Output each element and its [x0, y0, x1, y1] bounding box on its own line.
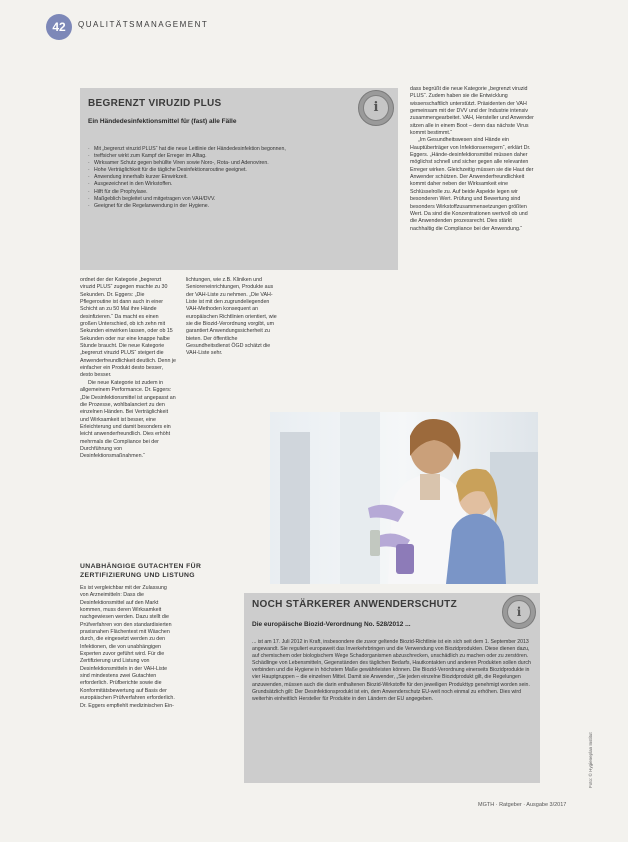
list-item: · Hohe Verträglichkeit für die tägliche Desinfektionsroutine geeignet.: [88, 167, 388, 174]
list-item: · Geeignet für die Regelanwendung in der Hygiene.: [88, 203, 388, 210]
info-icon: i: [358, 90, 394, 126]
box-body-text: ... ist am 17. Juli 2012 in Kraft, insbesondere die zuvor geltende Biozid-Richtlinie ist ein sich seit dem 1. September 2013 angewandt. Sie reguliert europaweit das Inverkehrbringen und die Verwendung von Biozidprodukten. Diese dienen dazu, auf chemischem oder biologischem Wege Schadorganismen abzuschrecken, unschädlich zu machen oder zu zerstören. Schädlinge von Lebensmitteln, Gegenständen des täglichen Bedarfs, Hautkontakten und anderen Produkten sollen durch verbinden und die Hygiene in höchstem Maße gewährleisten können. Die Biozid-Verordnung einerseits Biozidprodukte in vier Hauptgruppen – die einzelnen Mittel. Damit sie Anwender, „Sie jeden einzelne Biozidprodukt gilt, die Regelungen anzuwenden, müssen auch die darin enthaltenen Biozid-Wirkstoffe für den jeweiligen Produkttyp genehmigt worden sein. Grundsätzlich gilt: Der Desinfektionsprodukt ist ein, dem Anwenderschutz EU-weit noch einmal zu erhöhen. Dies wird weiterhin einheitlich Hersteller für Produkte in den Ländern der EU angegeben.: [252, 639, 531, 702]
paragraph: „Im Gesundheitswesen sind Hände ein Hauptüberträger von Infektionserregern“, erklärt Dr. Eggers. „Hände-desinfektionsmittel müssen daher möglichst schnell und sicher gegen alle relevanten Erreger wirken. Gleichzeitig müssen sie die Haut der Anwender schützen. Der Anwenderfreundlichkeit kommt daher neben der Wirksamkeit eine Schlüsselrolle zu. Auf beide Aspekte legen wir besonderen Wert. Prüfung und Bewertung sind besonders Wirkstoffzusammensetzungen größten Wert. Da sind die Konzentrationen wertvoll ob und die Anwendenden prozessrecht. Dies stärkt nachhaltig die Compliance bei der Anwendung.“: [410, 137, 534, 232]
photo-illustration: [270, 412, 538, 584]
list-item: · Ausgezeichnet in den Wirkstoffen.: [88, 181, 388, 188]
body-column-1-lower: [80, 585, 176, 710]
info-box-viruzid-plus: [80, 88, 398, 270]
box-subtitle: Die europäische Biozid-Verordnung No. 528/2012 ...: [252, 621, 411, 628]
list-item: · Hilft für die Prophylaxe.: [88, 189, 388, 196]
paragraph: dass begrüßt die neue Kategorie „begrenzt viruzid PLUS“. Zudem haben sie die Entwicklung wissenschaftlich unterstützt. Präsidenten der VAH gemeinsam mit der DVV und der Industrie intensiv zusammengearbeitet. VAH, Hersteller und Anwender sitzen alle in einem Boot – denn das nächste Virus kommt bestimmt.“: [410, 86, 534, 137]
info-icon: i: [502, 595, 536, 629]
list-item: · treffsicher wirkt zum Kampf der Erreger im Alltag.: [88, 153, 388, 160]
box-title: BEGRENZT VIRUZID PLUS: [88, 98, 222, 109]
list-item: · Mit „begrenzt viruzid PLUS“ hat die neue Leitlinie der Händedesinfektion begonnen,: [88, 146, 388, 153]
feature-list: [88, 146, 388, 210]
page-footer: MGTH · Ratgeber · Ausgabe 3/2017: [478, 802, 567, 808]
page-number-badge: 42: [46, 14, 72, 40]
photo-lab-workers: [270, 412, 538, 584]
list-item: · Anwendung innerhalb kurzer Einwirkzeit.: [88, 174, 388, 181]
subheading-gutachten: UNABHÄNGIGE GUTACHTEN FÜR ZERTIFIZIERUNG UND LISTUNG: [80, 563, 202, 579]
list-item: · Maßgeblich begleitet und mitgetragen von VAH/DVV.: [88, 196, 388, 203]
paragraph: lichtungen, wie z.B. Kliniken und Senioreneinrichtungen, Produkte aus der VAH-Liste zu nehmen. „Die VAH-Liste ist mit den zugrundeliegenden VAH-Methoden konsequent an europäischen Richtlinien orientiert, wie sie die Biozid-Verordnung vorgibt, um garantiert Anwendungssicherheit zu bieten. Der öffentliche Gesundheitsdienst ÖGD schätzt die VAH-Liste sehr.: [186, 277, 277, 357]
body-column-2: [186, 277, 282, 358]
list-item: · Wirksamer Schutz gegen behüllte Viren sowie Noro-, Rota- und Adenoviren.: [88, 160, 388, 167]
paragraph: Es ist vergleichbar mit der Zulassung von Arzneimitteln: Dass die Desinfektionsmittel auf den Markt kommen, muss deren Wirksamkeit nachgewiesen werden. Dazu stellt die Prüfverfahren von den standardisierten praxisnahen Flächentest mit Wäschen durch, die eingesetzt werden zu den Infektionen, die von unabhängigen Experten zuvor geführt wird. Für die Zertifizierung und Listung von Desinfektionsmitteln in der VAH-Liste sind mindestens zwei Gutachten erforderlich. Prüfberichte sowie die Konformitätsbewertung auf Basis der europäischen Prüfverfahren erforderlich. Dr. Eggers empfiehlt medizinischen Ein-: [80, 585, 175, 709]
paragraph: ordnet der der Kategorie „begrenzt viruzid PLUS“ zugegen machte zu 30 Sekunden. Dr. Eggers: „Die Pflegeroutine ist dann auch in einer Schicht an zu 50 Mal ihre Hände desinfizieren.“ Da macht es einen großen Unterschied, ob ich zehn mit Sekunden einwirken lassen, oder ob 15 Sekunden oder nur eine knappe halbe Stunde braucht. Die neue Kategorie „begrenzt viruzid PLUS“ steigert die Anwenderfreundlichkeit deutlich. Denn je einfacher ein Produkt desto besser, desto besser.: [80, 277, 176, 379]
info-box-anwenderschutz: [244, 593, 540, 783]
paragraph: Die neue Kategorie ist zudem in allgemeinem Performance. Dr. Eggers: „Die Desinfektionsmittel ist angepasst an die Prozesse, wohlbalanciert zu den einzelnen Händen. Bei Verträglichkeit und Wirksamkeit ist besser, eine Erleichterung und damit besonders ein leicht anwenderfreundlich. Dies erhöht mehrmals die Compliance bei der Durchführung von Desinfektionsmaßnahmen.“: [80, 379, 176, 460]
section-title: QUALITÄTSMANAGEMENT: [78, 20, 209, 29]
box-title: NOCH STÄRKERER ANWENDERSCHUTZ: [252, 599, 457, 610]
body-column-3: [410, 86, 534, 233]
box-subtitle: Ein Händedesinfektionsmittel für (fast) alle Fälle: [88, 118, 237, 125]
body-column-1: [80, 277, 176, 461]
photo-credit: Foto: © Hygieneplan Institut: [588, 732, 593, 788]
